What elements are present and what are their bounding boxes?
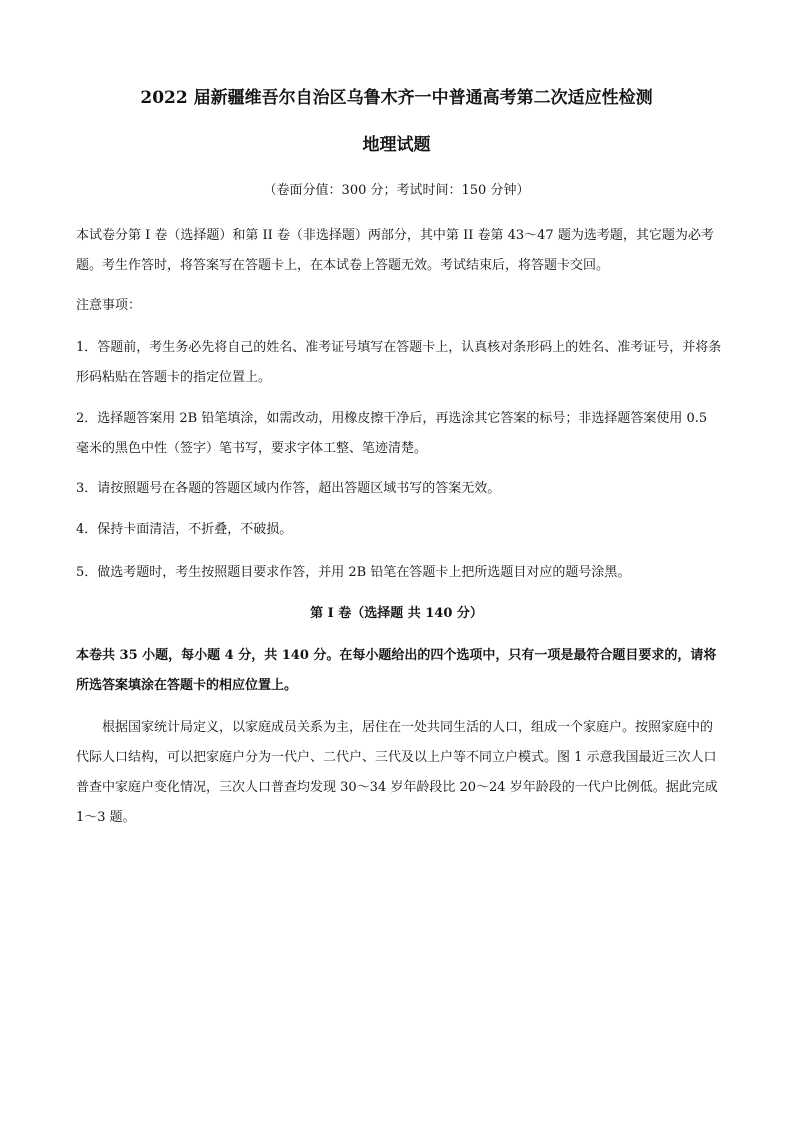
notice-item-3: 3．请按照题号在各题的答题区域内作答，超出答题区域书写的答案无效。 xyxy=(76,481,501,496)
intro-paragraph: 本试卷分第 I 卷（选择题）和第 II 卷（非选择题）两部分，其中第 II 卷第 43～47 题为选考题，其它题为必考题。考生作答时，将答案写在答题卡上，在本试卷上答题无效。考试结束后，将答题卡交回。 xyxy=(76,228,714,273)
section-title: 第 I 卷（选择题 共 140 分） xyxy=(310,606,483,621)
exam-subject-title: 地理试题 xyxy=(362,135,431,155)
exam-title: 2022 届新疆维吾尔自治区乌鲁木齐一中普通高考第二次适应性检测 xyxy=(140,88,653,108)
notice-item-2: 2．选择题答案用 2B 铅笔填涂，如需改动，用橡皮擦干净后，再选涂其它答案的标号；非选择题答案使用 0.5 毫米的黑色中性（签字）笔书写，要求字体工整、笔迹清楚。 xyxy=(76,411,708,456)
notice-item-5: 5．做选考题时，考生按照题目要求作答，并用 2B 铅笔在答题卡上把所选题目对应的题号涂黑。 xyxy=(76,565,631,580)
question-passage: 根据国家统计局定义，以家庭成员关系为主，居住在一处共同生活的人口，组成一个家庭户。按照家庭中的代际人口结构，可以把家庭户分为一代户、二代户、三代及以上户等不同立户模式。图 1 示意我国最近三次人口普查中家庭户变化情况，三次人口普查均发现 30～34 岁年龄段比 20～24 岁年龄段的一代户比例低。据此完成 1～3 题。 xyxy=(76,720,718,825)
notice-heading: 注意事项： xyxy=(76,298,142,313)
notice-item-1: 1．答题前，考生务必先将自己的姓名、准考证号填写在答题卡上，认真核对条形码上的姓名、准考证号，并将条形码粘贴在答题卡的指定位置上。 xyxy=(76,340,722,385)
exam-meta-info: （卷面分值：300 分；考试时间：150 分钟） xyxy=(263,183,530,198)
section-instruction: 本卷共 35 小题，每小题 4 分，共 140 分。在每小题给出的四个选项中，只有一项是最符合题目要求的，请将所选答案填涂在答题卡的相应位置上。 xyxy=(76,648,717,693)
notice-item-4: 4．保持卡面清洁，不折叠，不破损。 xyxy=(76,522,293,537)
